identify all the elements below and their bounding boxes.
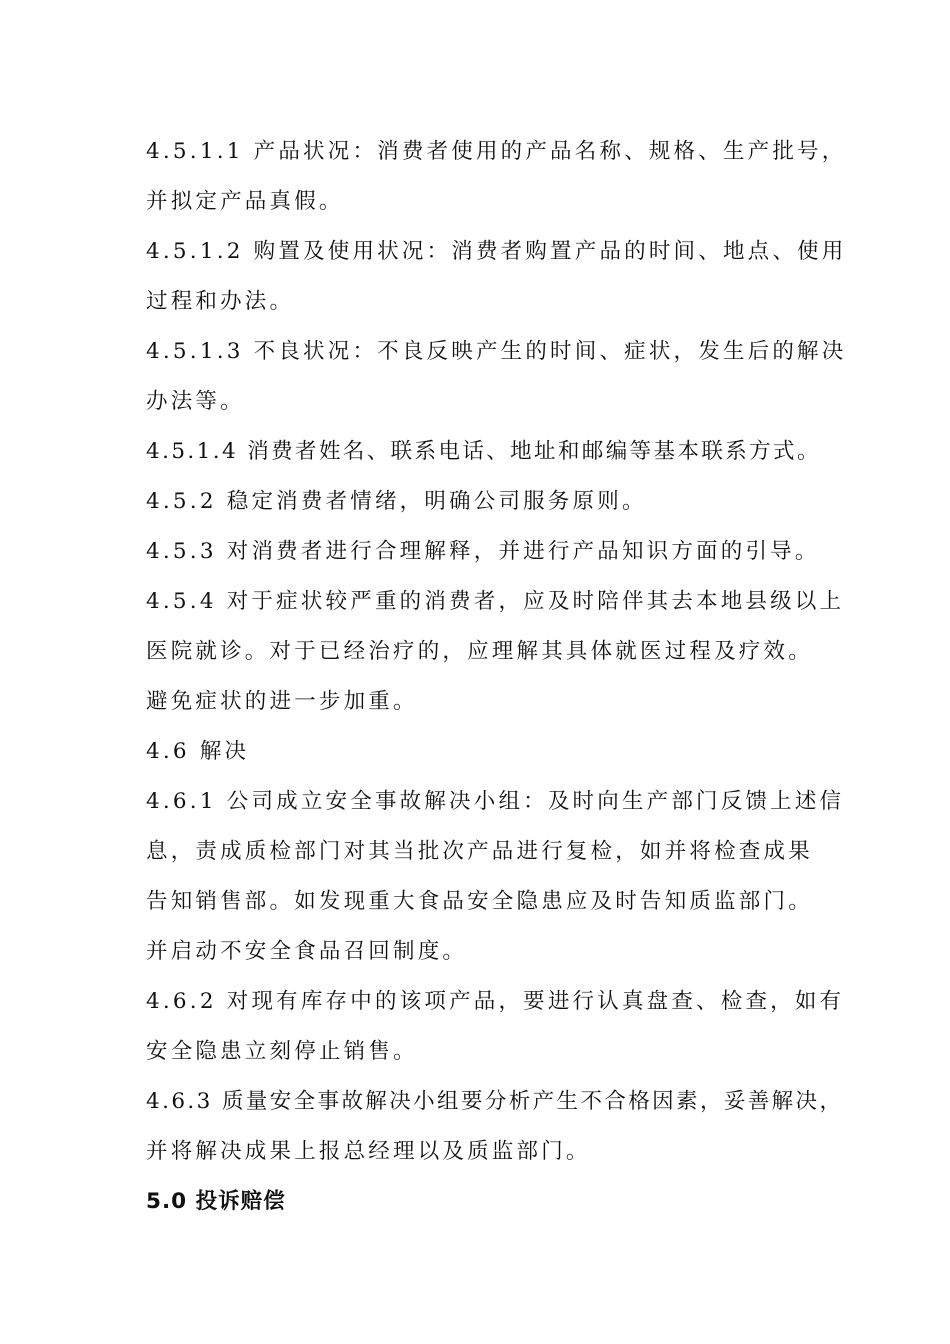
text-line: 4.5.1.3 不良状况：不良反映产生的时间、症状，发生后的解决 <box>146 339 847 364</box>
text-line: 息，责成质检部门对其当批次产品进行复检，如并将检查成果 <box>146 839 813 864</box>
subsection-heading: 4.6 解决 <box>146 739 250 764</box>
text-line: 过程和办法。 <box>146 289 295 314</box>
text-line: 4.5.1.1 产品状况：消费者使用的产品名称、规格、生产批号， <box>146 139 847 164</box>
text-line: 并启动不安全食品召回制度。 <box>146 939 468 964</box>
text-line: 4.6.3 质量安全事故解决小组要分析产生不合格因素，妥善解决， <box>146 1089 844 1114</box>
text-line: 4.5.2 稳定消费者情绪，明确公司服务原则。 <box>146 489 647 514</box>
text-line: 4.5.1.2 购置及使用状况：消费者购置产品的时间、地点、使用 <box>146 239 847 264</box>
text-line: 4.5.4 对于症状较严重的消费者，应及时陪伴其去本地县级以上 <box>146 589 845 614</box>
text-line: 办法等。 <box>146 389 245 414</box>
text-line: 4.5.3 对消费者进行合理解释，并进行产品知识方面的引导。 <box>146 539 820 564</box>
document-page <box>146 127 847 1227</box>
text-line: 告知销售部。如发现重大食品安全隐患应及时告知质监部门。 <box>146 889 813 914</box>
text-line: 医院就诊。对于已经治疗的，应理解其具体就医过程及疗效。 <box>146 639 813 664</box>
text-line: 并将解决成果上报总经理以及质监部门。 <box>146 1139 591 1164</box>
text-line: 4.5.1.4 消费者姓名、联系电话、地址和邮编等基本联系方式。 <box>146 439 821 464</box>
text-line: 安全隐患立刻停止销售。 <box>146 1039 418 1064</box>
text-line: 并拟定产品真假。 <box>146 189 344 214</box>
text-line: 4.6.1 公司成立安全事故解决小组：及时向生产部门反馈上述信 <box>146 789 845 814</box>
text-line: 4.6.2 对现有库存中的该项产品，要进行认真盘查、检查，如有 <box>146 989 845 1014</box>
text-line: 避免症状的进一步加重。 <box>146 689 418 714</box>
section-heading: 5.0 投诉赔偿 <box>146 1189 286 1214</box>
